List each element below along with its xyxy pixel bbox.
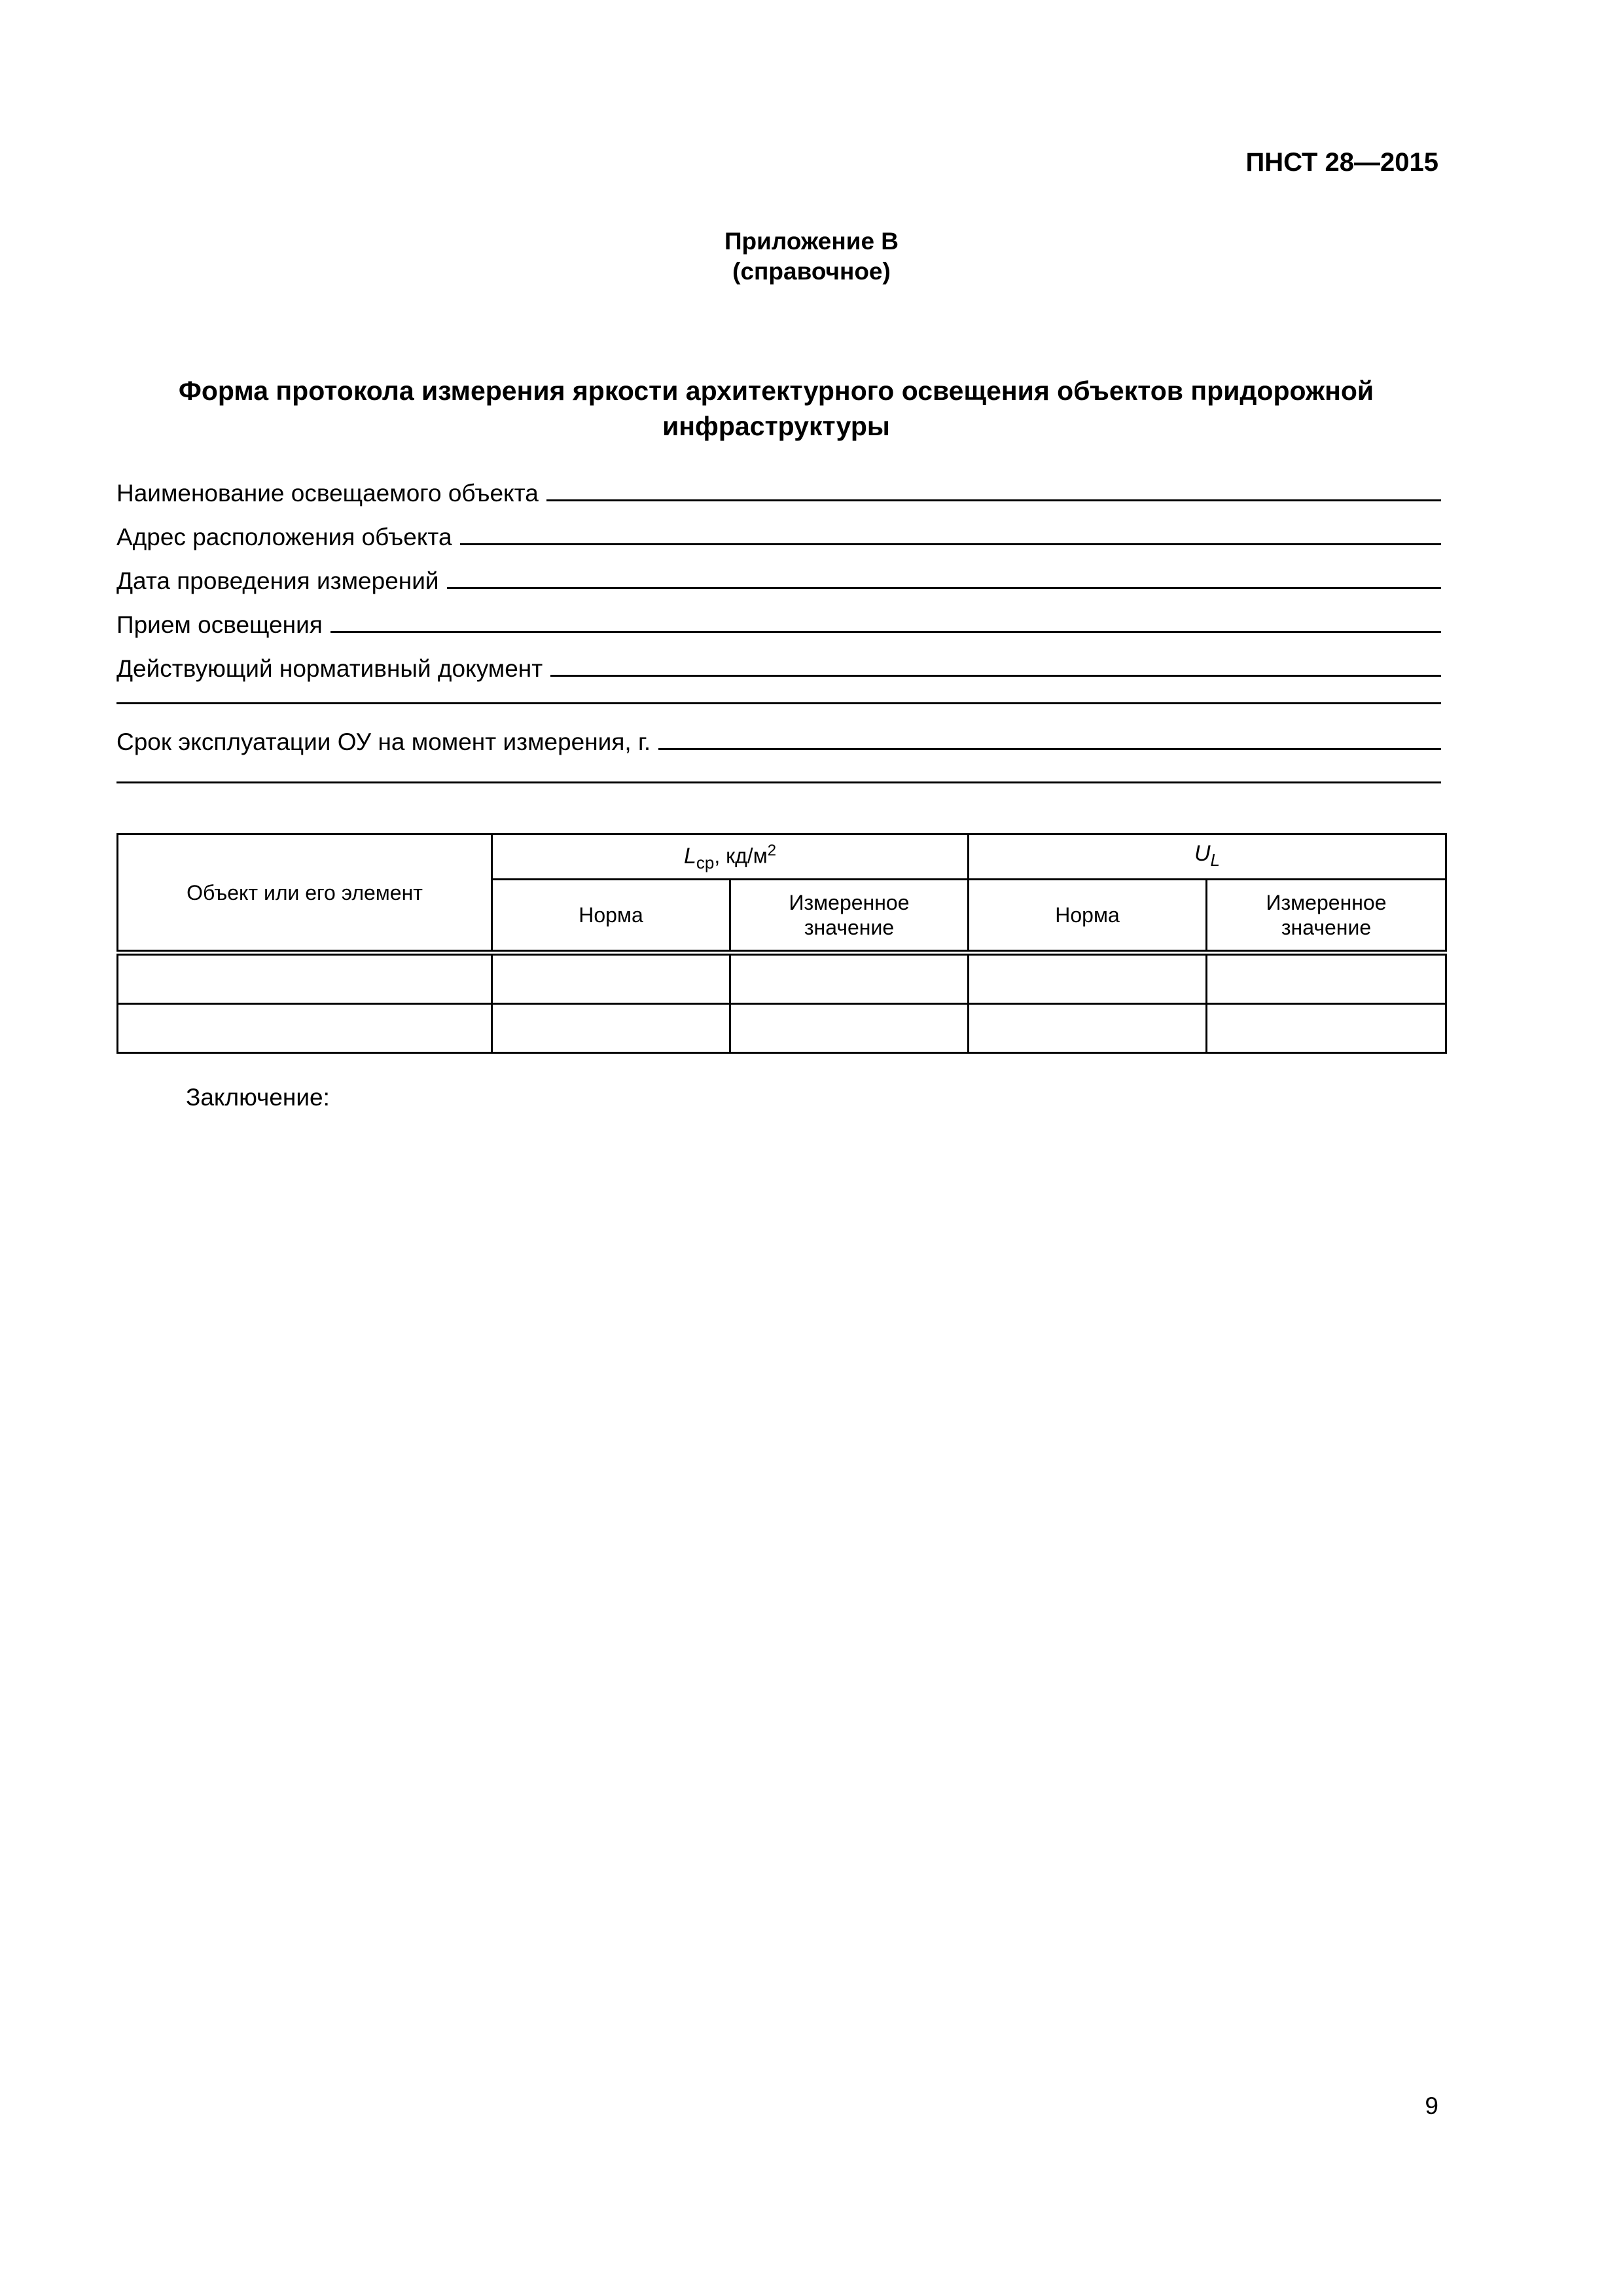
table-cell[interactable] <box>730 1004 969 1053</box>
table-cell[interactable] <box>1207 953 1446 1004</box>
form-title <box>116 373 1436 444</box>
table-header-row <box>118 834 1446 880</box>
field-date[interactable] <box>116 558 1441 594</box>
field-date-label: Дата проведения измерений <box>116 567 439 594</box>
field-normative-doc-label: Действующий нормативный документ <box>116 655 543 682</box>
field-normative-doc-line[interactable] <box>550 675 1441 677</box>
luminance-unit: , кд/м <box>714 844 768 868</box>
field-object-name-line[interactable] <box>546 499 1441 501</box>
conclusion-label: Заключение: <box>186 1084 330 1111</box>
field-lighting-method-label: Прием освещения <box>116 611 323 638</box>
field-date-line[interactable] <box>447 587 1441 589</box>
table-cell[interactable] <box>118 1004 492 1053</box>
field-lighting-method-line[interactable] <box>330 631 1441 633</box>
table-cell[interactable] <box>492 1004 730 1053</box>
header-object: Объект или его элемент <box>118 834 492 953</box>
field-object-name[interactable] <box>116 470 1441 507</box>
field-service-life-line[interactable] <box>658 748 1441 750</box>
field-lighting-method[interactable] <box>116 601 1441 638</box>
luminance-unit-power: 2 <box>767 842 777 860</box>
header-uniformity <box>969 834 1446 880</box>
appendix-subtitle: (справочное) <box>732 258 891 285</box>
header-luminance <box>492 834 969 880</box>
form-title-line1: Форма протокола измерения яркости архитектурного освещения объектов придорожной <box>178 376 1374 406</box>
table-row <box>118 1004 1446 1053</box>
field-service-life[interactable] <box>116 719 1441 755</box>
field-normative-doc[interactable] <box>116 645 1441 682</box>
header-uniformity-norm: Норма <box>969 880 1207 953</box>
field-object-name-label: Наименование освещаемого объекта <box>116 480 539 507</box>
form-title-line2: инфраструктуры <box>662 411 890 441</box>
table-cell[interactable] <box>969 1004 1207 1053</box>
field-address-label: Адрес расположения объекта <box>116 524 452 550</box>
measurement-table <box>116 833 1447 1054</box>
document-code: ПНСТ 28—2015 <box>1245 148 1438 177</box>
header-luminance-measured: Измеренное значение <box>730 880 969 953</box>
table-row <box>118 953 1446 1004</box>
field-normative-doc-continuation-line[interactable] <box>116 702 1441 704</box>
page-number: 9 <box>1425 2092 1438 2119</box>
table-cell[interactable] <box>118 953 492 1004</box>
table-cell[interactable] <box>969 953 1207 1004</box>
header-luminance-norm: Норма <box>492 880 730 953</box>
uniformity-symbol: $U_L$ <box>1194 841 1221 870</box>
field-service-life-continuation-line[interactable] <box>116 781 1441 783</box>
luminance-symbol: $L_{ср}$ <box>683 843 715 872</box>
field-address-line[interactable] <box>460 543 1441 545</box>
table-cell[interactable] <box>730 953 969 1004</box>
appendix-title: Приложение В <box>724 228 899 255</box>
appendix-heading <box>0 226 1623 287</box>
field-service-life-label: Срок эксплуатации ОУ на момент измерения, г. <box>116 728 651 755</box>
table-cell[interactable] <box>1207 1004 1446 1053</box>
field-address[interactable] <box>116 514 1441 550</box>
header-uniformity-measured: Измеренное значение <box>1207 880 1446 953</box>
table-cell[interactable] <box>492 953 730 1004</box>
